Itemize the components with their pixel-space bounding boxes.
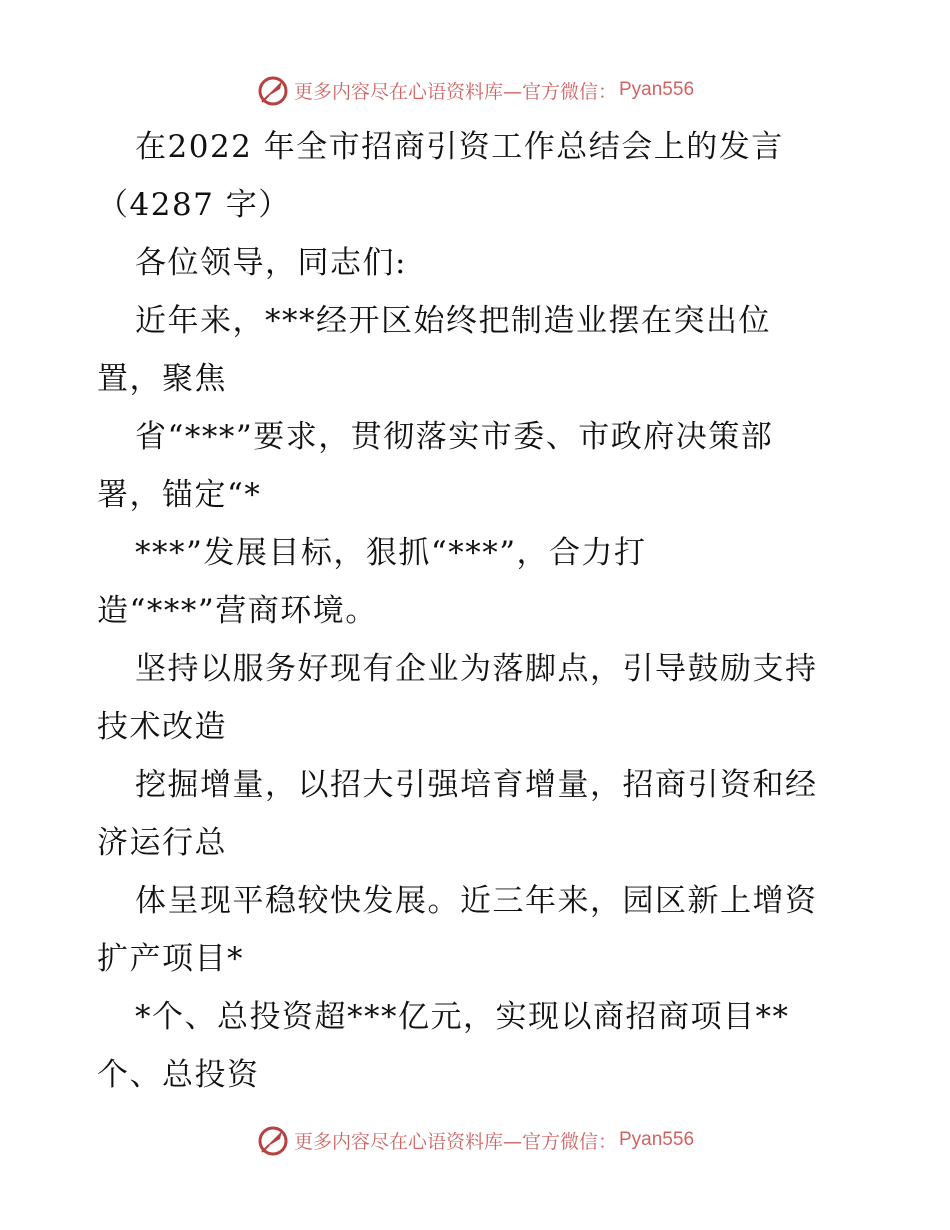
watermark-text: 更多内容尽在心语资料库—官方微信： bbox=[293, 1130, 617, 1153]
watermark-id: Pyan556 bbox=[619, 1129, 695, 1150]
watermark-text: 更多内容尽在心语资料库—官方微信： bbox=[293, 80, 617, 103]
text-line: 造“***”营商环境。 bbox=[97, 593, 378, 629]
footer-watermark bbox=[0, 1120, 950, 1160]
text-line: 省“***”要求，贯彻落实市委、市政府决策部 bbox=[135, 419, 774, 455]
text-line: 各位领导，同志们: bbox=[135, 245, 407, 281]
text-line: 挖掘增量，以招大引强培育增量，招商引资和经 bbox=[135, 767, 818, 803]
document-body bbox=[97, 118, 867, 1104]
watermark-id: Pyan556 bbox=[619, 79, 695, 100]
text-line: 体呈现平稳较快发展。近三年来，园区新上增资 bbox=[135, 883, 818, 919]
text-line: *个、总投资超***亿元，实现以商招商项目** bbox=[135, 999, 790, 1035]
feather-circle-icon bbox=[256, 73, 290, 107]
text-line: 个、总投资 bbox=[97, 1057, 260, 1093]
text-line: （4287 字） bbox=[97, 187, 291, 223]
text-line: 技术改造 bbox=[97, 709, 227, 745]
text-line: 坚持以服务好现有企业为落脚点，引导鼓励支持 bbox=[135, 651, 818, 687]
text-line: 置，聚焦 bbox=[97, 361, 227, 397]
text-line: 近年来，***经开区始终把制造业摆在突出位 bbox=[135, 303, 771, 339]
text-line: 济运行总 bbox=[97, 825, 227, 861]
text-line: 扩产项目* bbox=[97, 941, 244, 977]
text-line: 署，锚定“* bbox=[97, 477, 262, 513]
text-line: 在2022 年全市招商引资工作总结会上的发言 bbox=[135, 129, 784, 165]
header-watermark bbox=[0, 70, 950, 110]
feather-circle-icon bbox=[256, 1123, 290, 1157]
text-line: ***”发展目标，狠抓“***”，合力打 bbox=[135, 535, 647, 571]
